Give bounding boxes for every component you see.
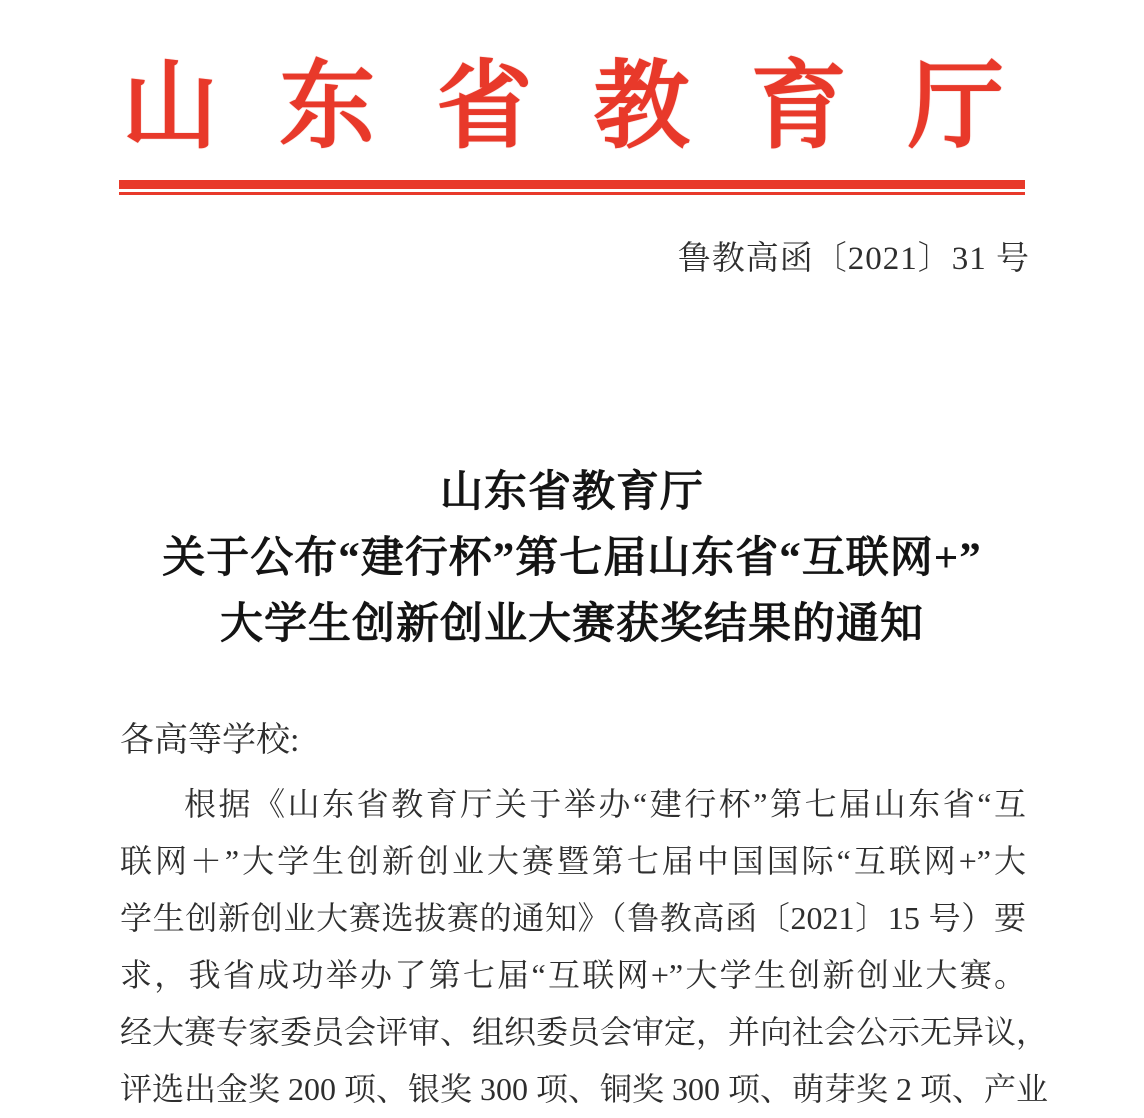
agency-letterhead	[122, 55, 1004, 159]
body-paragraph	[120, 776, 1049, 1118]
agency-char: 育	[750, 53, 847, 160]
agency-char: 厅	[907, 53, 1004, 160]
divider-thin-line	[119, 192, 1025, 195]
agency-char: 教	[593, 53, 690, 160]
title-line-2: 关于公布“建行杯”第七届山东省“互联网+”	[162, 535, 982, 582]
title-line-3: 大学生创新创业大赛获奖结果的通知	[220, 601, 924, 648]
paragraph-line: 求，我省成功举办了第七届“互联网+”大学生创新创业大赛。	[120, 957, 1026, 993]
paragraph-line: 学生创新创业大赛选拔赛的通知》（鲁教高函〔2021〕15 号）要	[120, 900, 1026, 936]
paragraph-line: 联网＋”大学生创新创业大赛暨第七届中国国际“互联网+”大	[120, 843, 1026, 879]
title-line-1: 山东省教育厅	[440, 469, 704, 516]
document-title	[0, 460, 1144, 658]
paragraph-line: 根据《山东省教育厅关于举办“建行杯”第七届山东省“互	[184, 786, 1026, 822]
document-number: 鲁教高函〔2021〕31 号	[677, 241, 1030, 277]
divider-thick-line	[119, 180, 1025, 189]
paragraph-line-clipped: 评选出金奖 200 项、银奖 300 项、铜奖 300 项、萌芽奖 2 项、产业	[120, 1071, 1049, 1107]
agency-char: 省	[436, 53, 533, 160]
paragraph-line: 经大赛专家委员会评审、组织委员会审定，并向社会公示无异议，	[120, 1014, 1049, 1050]
agency-char: 山	[122, 53, 218, 160]
salutation: 各高等学校:	[120, 722, 300, 759]
agency-char: 东	[279, 53, 376, 160]
letterhead-divider	[119, 180, 1025, 195]
